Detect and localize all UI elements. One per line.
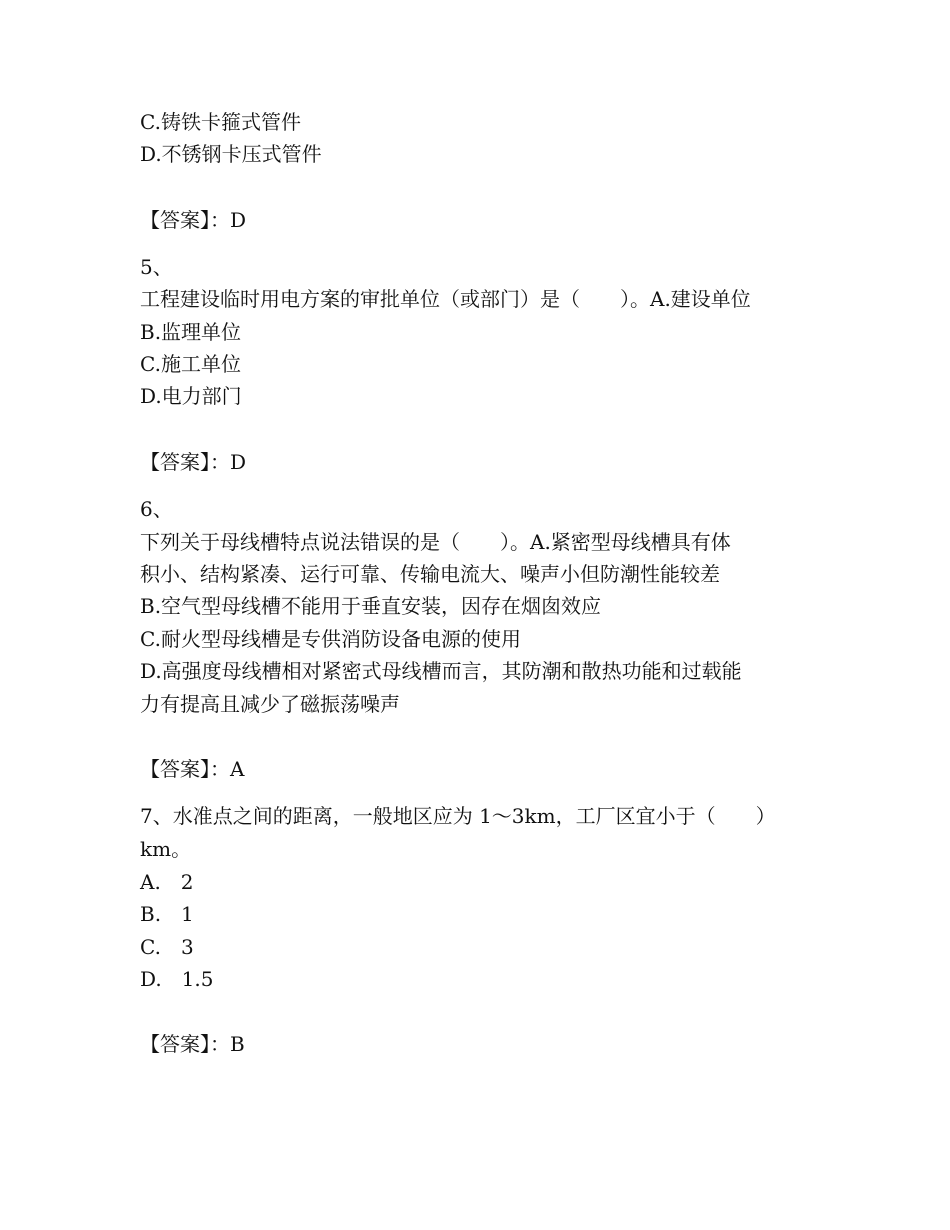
q6-option-b: B.空气型母线槽不能用于垂直安装，因存在烟囱效应 [140,594,602,618]
q5-stem: 工程建设临时用电方案的审批单位（或部门）是（ ）。A.建设单位 [140,287,751,311]
q6-number: 6、 [140,497,173,521]
q7-stem-line2: km。 [140,837,192,861]
q6-stem-line1: 下列关于母线槽特点说法错误的是（ ）。A.紧密型母线槽具有体 [140,530,731,554]
q7-option-b: B. 1 [140,902,194,926]
q5-option-c: C.施工单位 [140,352,241,376]
q6-stem-line2: 积小、结构紧凑、运行可靠、传输电流大、噪声小但防潮性能较差 [140,562,720,586]
q5-number: 5、 [140,255,173,279]
q4-option-d: D.不锈钢卡压式管件 [140,142,322,166]
q7-answer: 【答案】：B [140,1032,245,1056]
q4-option-c: C.铸铁卡箍式管件 [140,110,301,134]
q4-answer: 【答案】：D [140,208,247,232]
q5-answer: 【答案】：D [140,450,247,474]
q6-answer: 【答案】：A [140,757,245,781]
q5-option-d: D.电力部门 [140,384,242,408]
q7-option-a: A. 2 [140,870,194,894]
q7-option-c: C. 3 [140,935,194,959]
q6-option-d-line1: D.高强度母线槽相对紧密式母线槽而言，其防潮和散热功能和过载能 [140,659,742,683]
q6-option-d-line2: 力有提高且减少了磁振荡噪声 [140,692,400,716]
q5-option-b: B.监理单位 [140,320,242,344]
q7-option-d: D. 1.5 [140,967,214,991]
q7-stem-line1: 7、水准点之间的距离，一般地区应为 1～3km，工厂区宜小于（ ） [140,804,776,828]
q6-option-c: C.耐火型母线槽是专供消防设备电源的使用 [140,627,521,651]
